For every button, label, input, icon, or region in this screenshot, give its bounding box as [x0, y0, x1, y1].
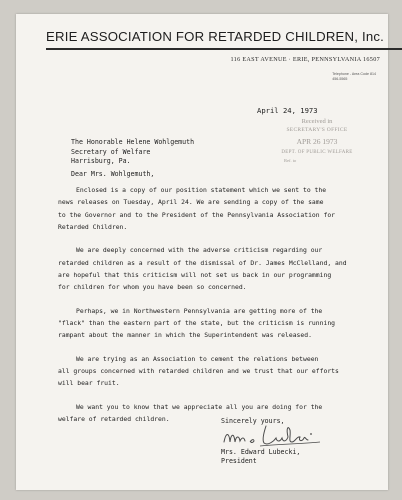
- letterhead-address: 116 EAST AVENUE · ERIE, PENNSYLVANIA 16507: [230, 56, 380, 63]
- stamp-line-5: Ref. to: [284, 158, 297, 163]
- addressee-title: Secretary of Welfare: [71, 147, 151, 156]
- letterhead-org-name: ERIE ASSOCIATION FOR RETARDED CHILDREN, Inc.: [46, 29, 385, 44]
- signer-title: President: [221, 457, 257, 466]
- telephone-line-1: Telephone - Area Code 814: [332, 72, 376, 76]
- letter-page: [16, 14, 388, 490]
- addressee-name: The Honorable Helene Wohlgemuth: [71, 138, 195, 146]
- signer-block: [221, 448, 300, 467]
- salutation: Dear Mrs. Wohlgemuth,: [71, 170, 155, 178]
- letterhead-rule: [46, 48, 402, 50]
- letter-body: [58, 184, 368, 437]
- stamp-date: APR 26 1973: [296, 137, 338, 146]
- stamp-line-1: Received in: [301, 118, 333, 125]
- paragraph: We are deeply concerned with the adverse criticism regarding our retarded children as a result of the dismissal of Dr. James McClelland, and are hopeful that this criticism will not set us back in our programming for children for whom you have been so concerned.: [58, 246, 347, 292]
- paragraph: We are trying as an Association to cement the relations between all groups concerned with retarded children and we trust that our efforts will bear fruit.: [58, 354, 339, 388]
- paragraph: We want you to know that we appreciate all you are doing for the welfare of retarded children.: [58, 402, 323, 424]
- signer-name: Mrs. Edward Lubecki,: [221, 448, 301, 456]
- paragraph: Enclosed is a copy of our position statement which we sent to the news releases on Tuesday, April 24. We are sending a copy of the same to the Governor and to the President of the Pennsylvania Association for Retarded Children.: [58, 186, 336, 231]
- paragraph: Perhaps, we in Northwestern Pennsylvania are getting more of the "flack" than the eastern part of the state, but the criticism is running rampant about the manner in which the Superintendent was released.: [58, 306, 336, 340]
- closing: Sincerely yours,: [221, 417, 285, 425]
- letterhead-telephone: [332, 72, 376, 82]
- stamp-line-4: DEPT. OF PUBLIC WELFARE: [281, 150, 353, 155]
- addressee-block: [71, 138, 194, 167]
- telephone-line-2: 456-5565: [332, 77, 348, 81]
- handwritten-signature: [220, 422, 330, 450]
- stamp-line-2: SECRETARY'S OFFICE: [286, 127, 348, 133]
- addressee-city: Harrisburg, Pa.: [71, 157, 131, 166]
- letter-date: April 24, 1973: [257, 106, 318, 115]
- received-stamp: [278, 118, 356, 166]
